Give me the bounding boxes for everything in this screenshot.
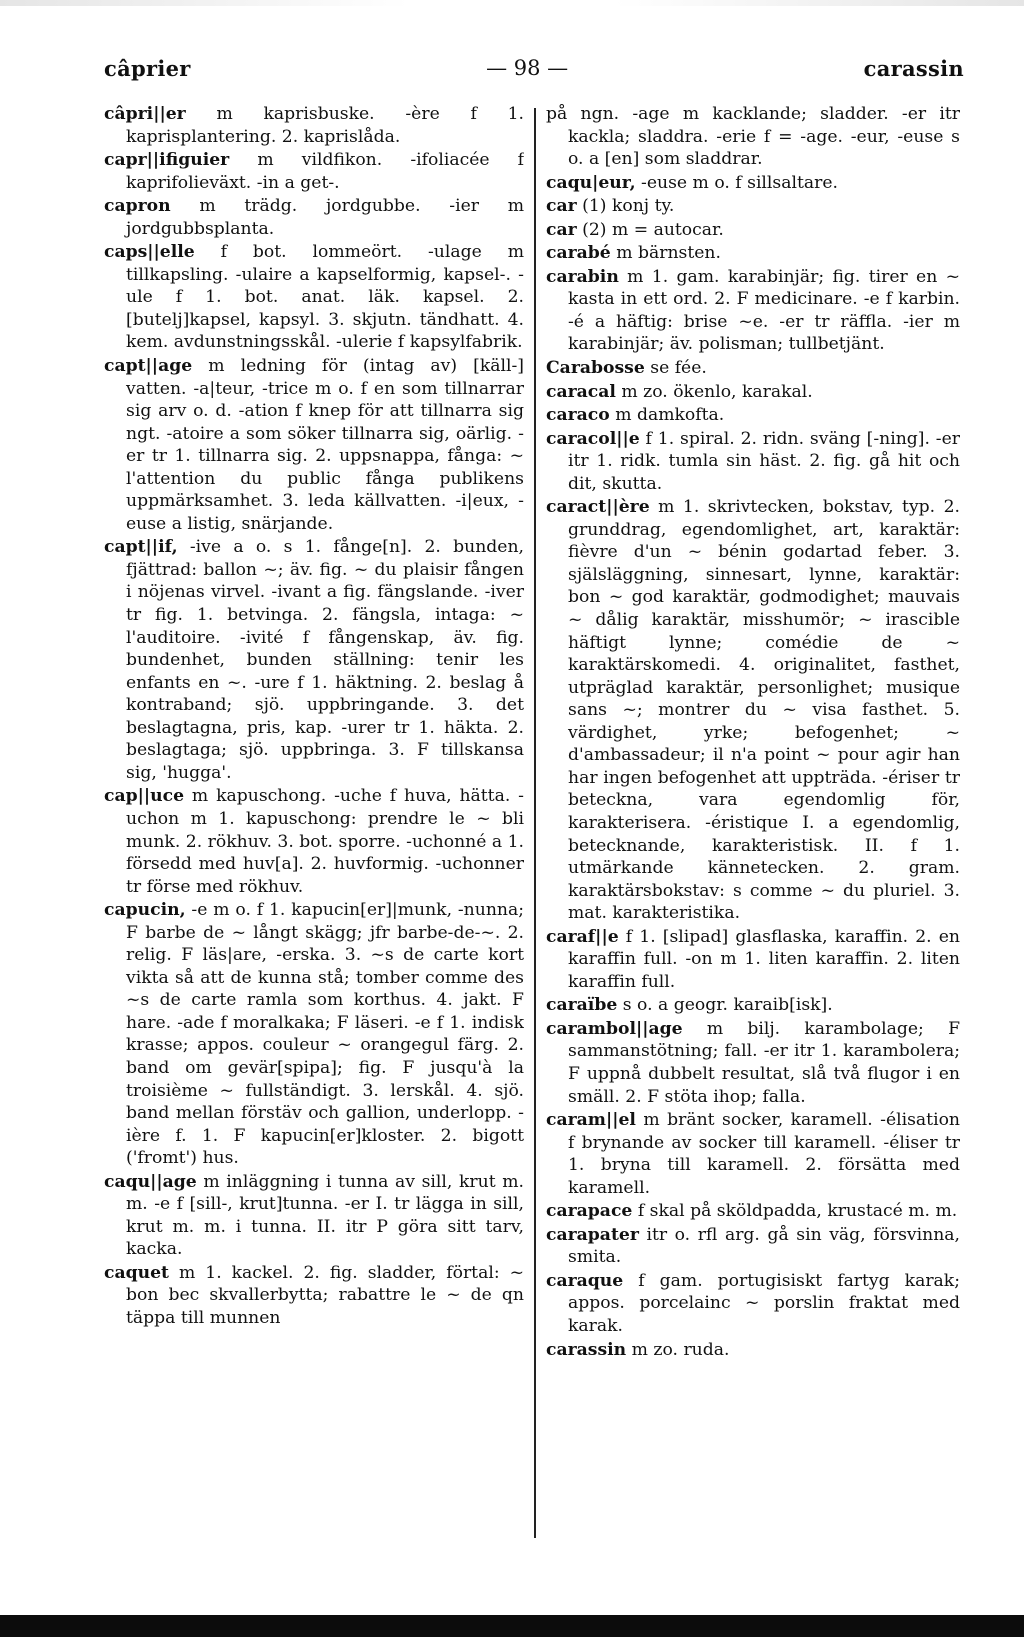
- dictionary-entry: caraque f gam. portugisiskt fartyg karak; appos. porcelainc ~ porslin fraktat med karak.: [546, 1270, 960, 1336]
- entry-headword: caraïbe: [546, 995, 618, 1016]
- entry-headword: caquet: [104, 1262, 169, 1283]
- dictionary-entry-continued: på ngn. -age m kacklande; sladder. -er itr kackla; sladdra. -erie f = -age. -eur, -euse s o. a [en] som sladdrar.: [546, 104, 960, 170]
- dictionary-entry: car (2) m = autocar.: [546, 219, 724, 240]
- entry-headword: carassin: [546, 1339, 627, 1360]
- dictionary-entry: caquet m 1. kackel. 2. fig. sladder, förtal: ~ bon bec skvallerbytta; rabattre le ~ de qn täppa till munnen: [104, 1262, 524, 1328]
- entry-headword: capucin,: [104, 900, 186, 921]
- entry-headword: caram||el: [546, 1110, 636, 1131]
- header-last-word: carassin: [863, 55, 964, 81]
- entry-headword: câpri||er: [104, 104, 186, 124]
- dictionary-entry: carapater itr o. rfl arg. gå sin väg, försvinna, smita.: [546, 1224, 960, 1268]
- entry-headword: caps||elle: [104, 242, 195, 263]
- entry-headword: caqu|eur,: [546, 172, 636, 193]
- entry-headword: capron: [104, 196, 171, 217]
- entry-headword: capt||if,: [104, 537, 178, 558]
- entry-headword: caraf||e: [546, 926, 619, 947]
- scan-bottom-edge: [0, 1615, 1024, 1637]
- entry-headword: carapace: [546, 1201, 633, 1222]
- entry-headword: caract||ère: [546, 497, 650, 518]
- dictionary-entry: cap||uce m kapuschong. -uche f huva, hätta. -uchon m 1. kapuschong: prendre le ~ bli munk. 2. rökhuv. 3. bot. sporre. -uchonné a 1. försedd med huv[a]. 2. huvformig. -uchonner tr förse med rökhuv.: [104, 786, 524, 897]
- header-first-word: câprier: [104, 55, 191, 81]
- dictionary-entry: carapace f skal på sköldpadda, krustacé m. m.: [546, 1201, 958, 1222]
- dictionary-entry: carambol||age m bilj. karambolage; F sammanstötning; fall. -er itr 1. karambolera; F uppnå dubbelt resultat, slå två flugor i en smäll. 2. F stöta ihop; falla.: [546, 1018, 960, 1107]
- entry-headword: car: [546, 196, 577, 217]
- entry-headword: capt||age: [104, 356, 193, 377]
- dictionary-entry: caps||elle f bot. lommeört. -ulage m tillkapsling. -ulaire a kapselformig, kapsel-. -ule f 1. bot. anat. läk. kapsel. 2. [butelj]kapsel, kapsyl. 3. skjutn. tändhatt. 4. kem. avdunstningsskål. -ulerie f kapsylfabrik.: [104, 242, 524, 353]
- entry-headword: capr||ifiguier: [104, 150, 230, 171]
- dictionary-entry: Carabosse se fée.: [546, 358, 707, 379]
- entry-headword: caraco: [546, 405, 610, 426]
- dictionary-entry: caram||el m bränt socker, karamell. -élisation f brynande av socker till karamell. -éliser tr 1. bryna till karamell. 2. försätta med karamell.: [546, 1110, 960, 1198]
- entry-headword: carabin: [546, 266, 619, 287]
- dictionary-entry: caract||ère m 1. skrivtecken, bokstav, typ. 2. grunddrag, egendomlighet, art, karaktär: fièvre d'un ~ bénin godartad feber. 3. själsläggning, sinnesart, lynne, karaktär: bon ~ god karaktär, godmodighet; mauvais ~ dålig karaktär, misshumör; ~ irascible häftigt lynne; comédie de ~ karaktärskomedi. 4. originalitet, fasthet, utpräglad karaktär, personlighet; musique sans ~; montrer du ~ visa fasthet. 5. värdighet, yrke; befogenhet; ~ d'ambassadeur; il n'a point ~ pour agir han har ingen befogenhet att uppträda. -ériser tr beteckna, vara egendomlig för, karakterisera. -éristique I. a egendomlig, betecknande, karakteristisk. II. f 1. utmärkande kännetecken. 2. gram. karaktärsbokstav: s comme ~ du pluriel. 3. mat. karakteristika.: [546, 497, 960, 924]
- page-number: — 98 —: [486, 56, 569, 80]
- dictionary-entry: caracol||e f 1. spiral. 2. ridn. sväng [-ning]. -er itr 1. ridk. tumla sin häst. 2. fig. gå hit och dit, skutta.: [546, 428, 960, 494]
- dictionary-entry: carassin m zo. ruda.: [546, 1339, 730, 1360]
- dictionary-entry: carabé m bärnsten.: [546, 243, 721, 264]
- column-divider: [534, 108, 536, 1538]
- dictionary-entry: capr||ifiguier m vildfikon. -ifoliacée f kaprifolieväxt. -in a get-.: [104, 150, 524, 193]
- right-column: [546, 103, 960, 1543]
- left-column: [104, 103, 524, 1543]
- dictionary-entry: capucin, -e m o. f 1. kapucin[er]|munk, -nunna; F barbe de ~ långt skägg; jfr barbe-de-~. 2. relig. F läs|are, -erska. 3. ~s de carte kort vikta så att de kunna stå; tomber comme des ~s de carte ramla som korthus. 4. jakt. F hare. -ade f moralkaka; F läseri. -e f 1. indisk krasse; appos. couleur ~ orangegul färg. 2. band om gevär[spipa]; fig. F jusqu'à la troisième ~ fullständigt. 3. lerskål. 4. sjö. band mellan förstäv och gallion, underlopp. -ière f. 1. F kapucin[er]kloster. 2. bigott ('fromt') hus.: [104, 900, 524, 1169]
- entry-headword: carapater: [546, 1224, 639, 1245]
- dictionary-entry: capt||age m ledning för (intag av) [käll-] vatten. -a|teur, -trice m o. f en som tillnarrar sig arv o. d. -ation f knep för att tillnarra sig ngt. -atoire a som söker tillnarra sig, oärlig. -er tr 1. tillnarra sig. 2. uppsnappa, fånga: ~ l'attention du public fånga publikens uppmärksamhet. 3. leda källvatten. -i|eux, -euse a listig, snärjande.: [104, 356, 524, 534]
- dictionary-entry: carabin m 1. gam. karabinjär; fig. tirer en ~ kasta in ett ord. 2. F medicinare. -e f karbin. -é a häftig: brise ~e. -er tr räffla. -ier m karabinjär; äv. polisman; tullbetjänt.: [546, 266, 960, 355]
- entry-headword: caracol||e: [546, 428, 640, 449]
- dictionary-entry: caraf||e f 1. [slipad] glasflaska, karaffin. 2. en karaffin full. -on m 1. liten karaffin. 2. liten karaffin full.: [546, 926, 960, 992]
- dictionary-entry: caqu||age m inläggning i tunna av sill, krut m. m. -e f [sill-, krut]tunna. -er I. tr lägga in sill, krut m. m. i tunna. II. itr P göra sitt tarv, kacka.: [104, 1171, 524, 1260]
- dictionary-entry: caraïbe s o. a geogr. karaib[isk].: [546, 995, 833, 1016]
- entry-headword: carambol||age: [546, 1018, 683, 1039]
- dictionary-entry: caraco m damkofta.: [546, 405, 725, 426]
- page-header: [104, 48, 964, 88]
- dictionary-entry: capron m trädg. jordgubbe. -ier m jordgubbsplanta.: [104, 196, 524, 239]
- dictionary-entry: capt||if, -ive a o. s 1. fånge[n]. 2. bunden, fjättrad: ballon ~; äv. fig. ~ du plaisir fången i nöjenas virvel. -ivant a fig. fängslande. -iver tr fig. 1. betvinga. 2. fängsla, intaga: ~ l'auditoire. -ivité f fångenskap, äv. fig. bundenhet, bunden ställning: tenir les enfants en ~. -ure f 1. häktning. 2. beslag å kontraband; sjö. uppbringande. 3. det beslagtagna, pris, kap. -urer tr 1. häkta. 2. beslagtaga; sjö. uppbringa. 3. F tillskansa sig, 'hugga'.: [104, 537, 524, 783]
- entry-headword: car: [546, 219, 577, 240]
- entry-headword: cap||uce: [104, 786, 185, 807]
- entry-headword: Carabosse: [546, 358, 645, 379]
- entry-headword: carabé: [546, 243, 611, 264]
- scan-edge: [0, 0, 1024, 6]
- entry-headword: caracal: [546, 381, 616, 402]
- dictionary-entry: car (1) konj ty.: [546, 196, 675, 217]
- dictionary-entry: câpri||er m kaprisbuske. -ère f 1. kaprisplantering. 2. kaprislåda.: [104, 104, 524, 147]
- entry-headword: caqu||age: [104, 1171, 197, 1192]
- dictionary-entry: caracal m zo. ökenlo, karakal.: [546, 381, 813, 402]
- dictionary-entry: caqu|eur, -euse m o. f sillsaltare.: [546, 172, 838, 193]
- entry-headword: caraque: [546, 1270, 624, 1291]
